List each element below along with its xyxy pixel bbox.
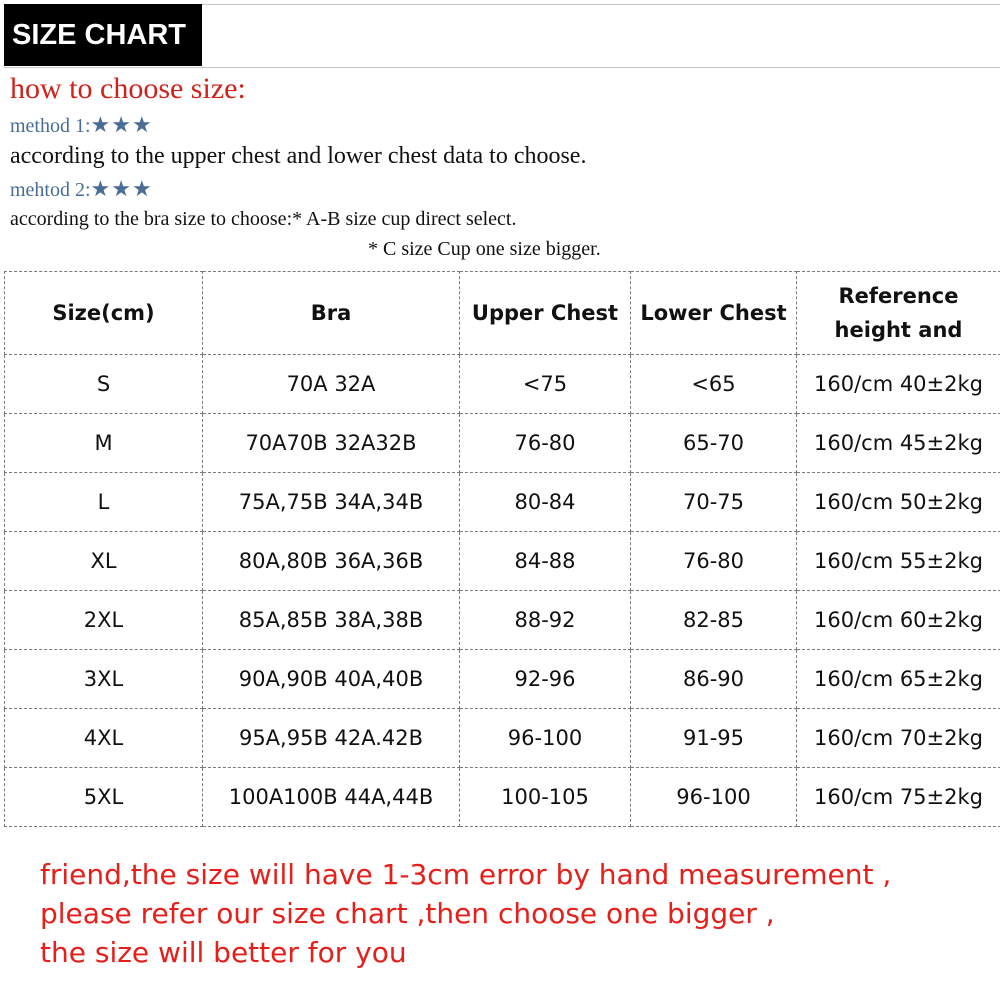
cell-size: XL xyxy=(5,532,203,591)
cell-lower-chest: 86-90 xyxy=(631,650,797,709)
table-row xyxy=(5,414,1000,473)
size-table xyxy=(4,271,1000,827)
table-row xyxy=(5,532,1000,591)
note-line-2: please refer our size chart ,then choose one bigger , xyxy=(40,897,775,930)
measurement-note xyxy=(40,855,891,972)
cell-upper-chest: 100-105 xyxy=(460,768,631,827)
cell-upper-chest: 84-88 xyxy=(460,532,631,591)
cell-lower-chest: 96-100 xyxy=(631,768,797,827)
cell-reference: 160/cm 40±2kg xyxy=(797,355,1000,414)
table-row xyxy=(5,768,1000,827)
cell-bra: 75A,75B 34A,34B xyxy=(203,473,460,532)
cell-reference: 160/cm 75±2kg xyxy=(797,768,1000,827)
cell-lower-chest: 91-95 xyxy=(631,709,797,768)
cell-reference: 160/cm 65±2kg xyxy=(797,650,1000,709)
table-row xyxy=(5,355,1000,414)
cell-size: L xyxy=(5,473,203,532)
cell-lower-chest: 65-70 xyxy=(631,414,797,473)
method-2-label xyxy=(10,176,153,202)
cell-lower-chest: 70-75 xyxy=(631,473,797,532)
cell-size: 2XL xyxy=(5,591,203,650)
cell-bra: 95A,95B 42A.42B xyxy=(203,709,460,768)
instructions-title: how to choose size: xyxy=(10,72,246,105)
header-bra: Bra xyxy=(203,272,460,355)
table-row xyxy=(5,650,1000,709)
cell-upper-chest: 96-100 xyxy=(460,709,631,768)
cell-bra: 90A,90B 40A,40B xyxy=(203,650,460,709)
header-bar xyxy=(0,0,1000,68)
cell-bra: 70A 32A xyxy=(203,355,460,414)
header-reference: Reference height and xyxy=(797,272,1000,355)
header-top-line xyxy=(202,4,1000,5)
cell-bra: 70A70B 32A32B xyxy=(203,414,460,473)
method-2-label-text: mehtod 2: xyxy=(10,179,91,201)
table-row xyxy=(5,473,1000,532)
header-size: Size(cm) xyxy=(5,272,203,355)
header-upper-chest: Upper Chest xyxy=(460,272,631,355)
cell-upper-chest: 88-92 xyxy=(460,591,631,650)
cell-size: 4XL xyxy=(5,709,203,768)
header-divider xyxy=(4,67,1000,68)
cell-size: 3XL xyxy=(5,650,203,709)
cell-upper-chest: 80-84 xyxy=(460,473,631,532)
method-2-text-cont: * C size Cup one size bigger. xyxy=(368,238,601,260)
cell-lower-chest: <65 xyxy=(631,355,797,414)
method-2-text: according to the bra size to choose:* A-B size cup direct select. xyxy=(10,208,517,230)
method-1-label-text: method 1: xyxy=(10,115,91,137)
cell-reference: 160/cm 50±2kg xyxy=(797,473,1000,532)
cell-size: M xyxy=(5,414,203,473)
method-1-label xyxy=(10,112,153,138)
cell-bra: 80A,80B 36A,36B xyxy=(203,532,460,591)
note-line-1: friend,the size will have 1-3cm error by hand measurement , xyxy=(40,858,892,891)
cell-upper-chest: <75 xyxy=(460,355,631,414)
note-line-3: the size will better for you xyxy=(40,936,407,969)
size-chart-badge: SIZE CHART xyxy=(4,4,202,66)
cell-upper-chest: 76-80 xyxy=(460,414,631,473)
method-1-text: according to the upper chest and lower chest data to choose. xyxy=(10,143,587,169)
cell-bra: 100A100B 44A,44B xyxy=(203,768,460,827)
cell-size: 5XL xyxy=(5,768,203,827)
header-lower-chest: Lower Chest xyxy=(631,272,797,355)
star-icon: ★★★ xyxy=(90,112,153,137)
table-row xyxy=(5,591,1000,650)
cell-bra: 85A,85B 38A,38B xyxy=(203,591,460,650)
cell-reference: 160/cm 70±2kg xyxy=(797,709,1000,768)
cell-reference: 160/cm 60±2kg xyxy=(797,591,1000,650)
star-icon: ★★★ xyxy=(90,176,153,201)
cell-size: S xyxy=(5,355,203,414)
cell-lower-chest: 82-85 xyxy=(631,591,797,650)
table-row xyxy=(5,709,1000,768)
table-header-row xyxy=(5,272,1000,355)
cell-reference: 160/cm 45±2kg xyxy=(797,414,1000,473)
cell-upper-chest: 92-96 xyxy=(460,650,631,709)
cell-lower-chest: 76-80 xyxy=(631,532,797,591)
cell-reference: 160/cm 55±2kg xyxy=(797,532,1000,591)
